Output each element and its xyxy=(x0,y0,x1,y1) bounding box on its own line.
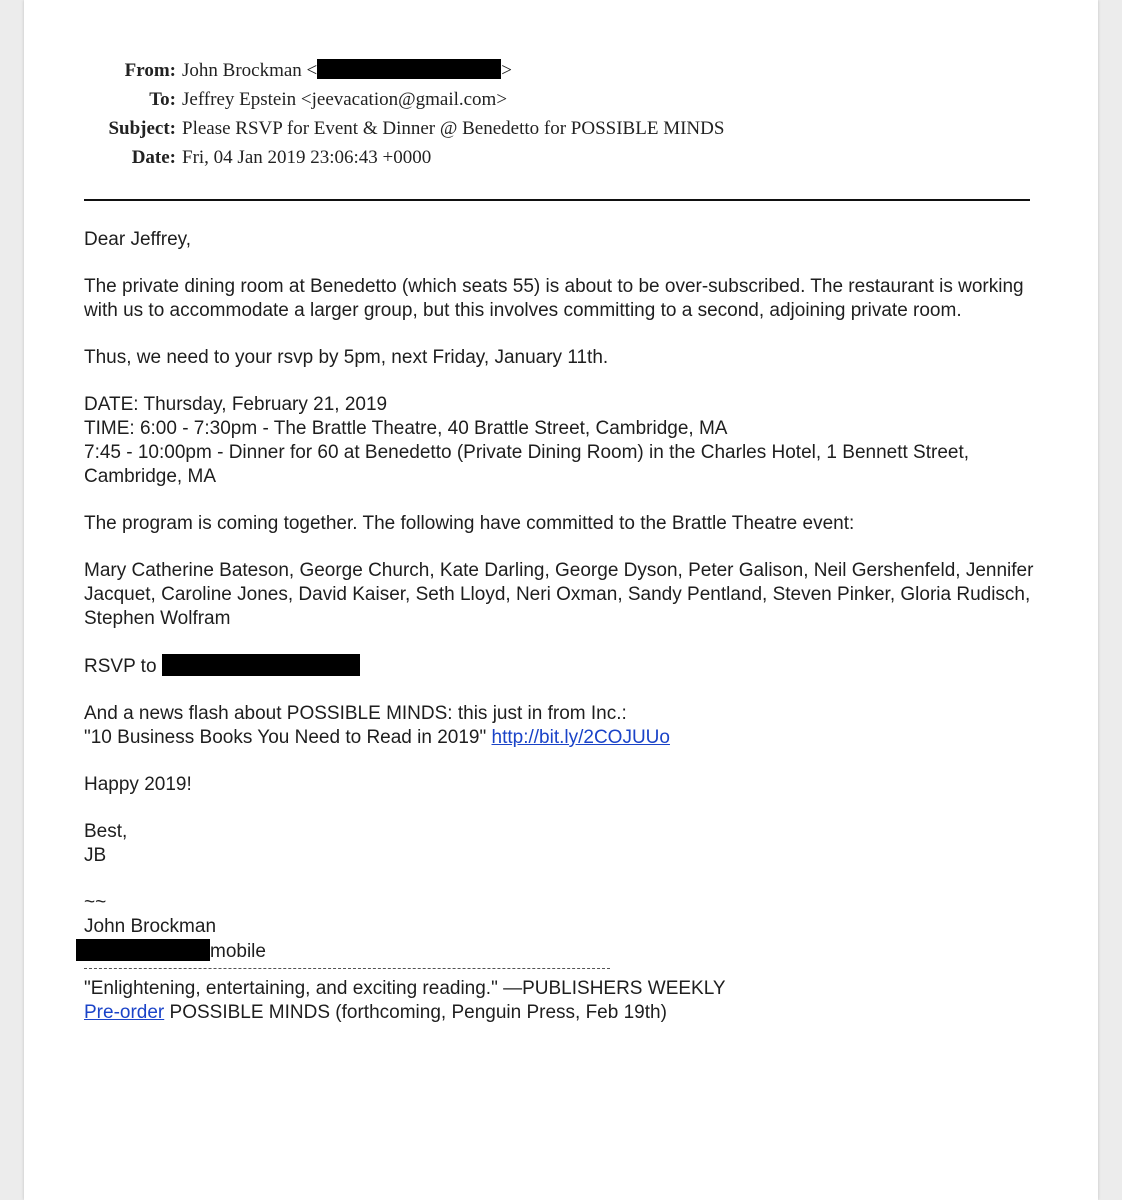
signature-tilde: ~~ xyxy=(84,892,107,913)
subject-label: Subject: xyxy=(108,118,176,139)
to-value: Jeffrey Epstein <jeevacation@gmail.com> xyxy=(182,89,508,110)
signature-name: John Brockman xyxy=(84,916,217,937)
paragraph-rsvp-deadline: Thus, we need to your rsvp by 5pm, next Friday, January 11th. xyxy=(84,347,609,368)
sign-off: Best, xyxy=(84,821,128,842)
email-body xyxy=(84,228,1044,1025)
preorder-link[interactable]: Pre-order xyxy=(84,1002,165,1023)
header-divider xyxy=(84,199,1030,201)
book-link[interactable]: http://bit.ly/2COJUUo xyxy=(491,727,670,748)
redacted-phone xyxy=(76,939,210,961)
to-row xyxy=(24,85,824,114)
publishers-quote: "Enlightening, entertaining, and exciting reading." —PUBLISHERS WEEKLY xyxy=(84,978,726,999)
date-label: Date: xyxy=(131,147,176,168)
from-end: > xyxy=(501,60,512,81)
preorder-text: POSSIBLE MINDS (forthcoming, Penguin Press, Feb 19th) xyxy=(164,1002,667,1023)
signature-separator xyxy=(84,968,610,969)
event-time: TIME: 6:00 - 7:30pm - The Brattle Theatre, 40 Brattle Street, Cambridge, MA xyxy=(84,418,728,439)
participant-names: Mary Catherine Bateson, George Church, Kate Darling, George Dyson, Peter Galison, Neil Gershenfeld, Jennifer Jacquet, Caroline Jones, David Kaiser, Seth Lloyd, Neri Oxman, Sandy Pentland, Steven Pinker, Gloria Rudisch, Stephen Wolfram xyxy=(84,560,1034,629)
program-intro: The program is coming together. The following have committed to the Brattle Theatre event: xyxy=(84,513,855,534)
redacted-rsvp-contact xyxy=(162,654,360,676)
email-header xyxy=(24,56,824,172)
book-title: "10 Business Books You Need to Read in 2019" xyxy=(84,727,492,748)
paragraph-dining-room: The private dining room at Benedetto (which seats 55) is about to be over-subscribed. The restaurant is working with us to accommodate a larger group, but this involves committing to a second, adjoining private room. xyxy=(84,276,1024,321)
redacted-email xyxy=(317,59,501,79)
rsvp-line xyxy=(84,654,1044,679)
from-value xyxy=(182,56,512,85)
greeting: Dear Jeffrey, xyxy=(84,229,192,250)
event-date: DATE: Thursday, February 21, 2019 xyxy=(84,394,388,415)
date-row xyxy=(24,143,824,172)
signature-mobile xyxy=(84,939,1044,964)
date-value: Fri, 04 Jan 2019 23:06:43 +0000 xyxy=(182,147,432,168)
initials: JB xyxy=(84,845,107,866)
happy-new-year: Happy 2019! xyxy=(84,774,192,795)
to-label: To: xyxy=(149,89,176,110)
subject-row xyxy=(24,114,824,143)
event-dinner: 7:45 - 10:00pm - Dinner for 60 at Benedetto (Private Dining Room) in the Charles Hotel, 1 Bennett Street, Cambridge, MA xyxy=(84,442,970,487)
rsvp-prefix: RSVP to xyxy=(84,656,162,677)
from-name: John Brockman < xyxy=(182,60,318,81)
book-line xyxy=(84,726,1044,750)
news-flash: And a news flash about POSSIBLE MINDS: this just in from Inc.: xyxy=(84,703,627,724)
from-label: From: xyxy=(124,60,176,81)
from-row xyxy=(24,56,824,85)
subject-value: Please RSVP for Event & Dinner @ Benedetto for POSSIBLE MINDS xyxy=(182,118,725,139)
email-page xyxy=(24,0,1098,1200)
mobile-label: mobile xyxy=(210,941,266,962)
preorder-line xyxy=(84,1001,1044,1025)
